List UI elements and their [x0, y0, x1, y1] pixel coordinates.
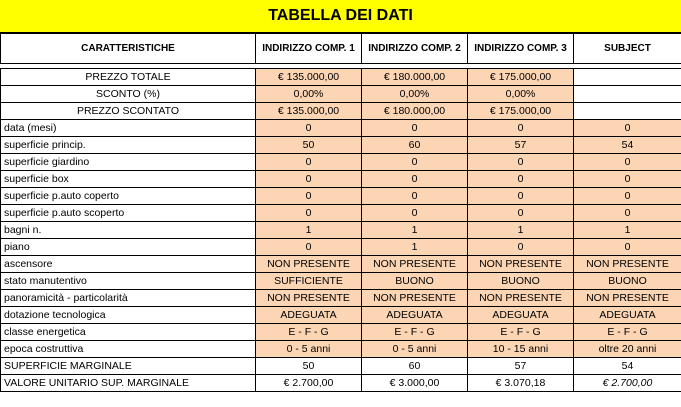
- header-cell: INDIRIZZO COMP. 3: [468, 34, 574, 64]
- value-cell: BUONO: [468, 273, 574, 290]
- value-cell: ADEGUATA: [362, 307, 468, 324]
- value-cell: E - F - G: [256, 324, 362, 341]
- value-cell: E - F - G: [362, 324, 468, 341]
- value-cell: 57: [468, 137, 574, 154]
- value-cell: € 3.070,18: [468, 375, 574, 392]
- value-cell: 57: [468, 358, 574, 375]
- value-cell: 0: [468, 171, 574, 188]
- row-label: dotazione tecnologica: [1, 307, 256, 324]
- table-row: [1, 69, 681, 86]
- table-row: [1, 239, 681, 256]
- table-row: [1, 86, 681, 103]
- value-cell: 50: [256, 137, 362, 154]
- value-cell: ADEGUATA: [468, 307, 574, 324]
- row-label: epoca costruttiva: [1, 341, 256, 358]
- value-cell: 0: [362, 154, 468, 171]
- table-title: TABELLA DEI DATI: [0, 0, 681, 33]
- value-cell: 0: [468, 205, 574, 222]
- value-cell: 0: [362, 205, 468, 222]
- table-row: [1, 273, 681, 290]
- header-row: [1, 34, 681, 64]
- value-cell: 54: [574, 137, 681, 154]
- value-cell: € 180.000,00: [362, 69, 468, 86]
- value-cell: 0,00%: [256, 86, 362, 103]
- value-cell: € 135.000,00: [256, 69, 362, 86]
- value-cell: 1: [362, 239, 468, 256]
- value-cell: € 3.000,00: [362, 375, 468, 392]
- value-cell: 0: [362, 188, 468, 205]
- value-cell: 0: [468, 120, 574, 137]
- value-cell: 1: [256, 222, 362, 239]
- table-row: [1, 307, 681, 324]
- value-cell: oltre 20 anni: [574, 341, 681, 358]
- row-label: superficie giardino: [1, 154, 256, 171]
- row-label: panoramicità - particolarità: [1, 290, 256, 307]
- value-cell: 60: [362, 358, 468, 375]
- value-cell: 1: [362, 222, 468, 239]
- value-cell: NON PRESENTE: [256, 290, 362, 307]
- value-cell: NON PRESENTE: [362, 256, 468, 273]
- value-cell: SUFFICIENTE: [256, 273, 362, 290]
- data-table: [0, 33, 681, 392]
- value-cell: 0: [256, 120, 362, 137]
- header-cell: CARATTERISTICHE: [1, 34, 256, 64]
- value-cell: NON PRESENTE: [574, 290, 681, 307]
- value-cell: 0: [574, 154, 681, 171]
- value-cell: 0,00%: [362, 86, 468, 103]
- value-cell: 54: [574, 358, 681, 375]
- table-row: [1, 171, 681, 188]
- value-cell: [574, 69, 681, 86]
- value-cell: 0: [574, 205, 681, 222]
- value-cell: NON PRESENTE: [574, 256, 681, 273]
- row-label: ascensore: [1, 256, 256, 273]
- row-label: piano: [1, 239, 256, 256]
- table-row: [1, 290, 681, 307]
- value-cell: E - F - G: [468, 324, 574, 341]
- value-cell: NON PRESENTE: [362, 290, 468, 307]
- value-cell: 0: [574, 120, 681, 137]
- header-cell: SUBJECT: [574, 34, 681, 64]
- value-cell: [574, 86, 681, 103]
- table-row: [1, 256, 681, 273]
- value-cell: € 2.700,00: [574, 375, 681, 392]
- value-cell: NON PRESENTE: [468, 256, 574, 273]
- value-cell: [574, 103, 681, 120]
- row-label: bagni n.: [1, 222, 256, 239]
- value-cell: 0: [256, 171, 362, 188]
- value-cell: 0: [256, 154, 362, 171]
- value-cell: 0 - 5 anni: [256, 341, 362, 358]
- row-label: PREZZO TOTALE: [1, 69, 256, 86]
- value-cell: 0: [468, 188, 574, 205]
- value-cell: 0 - 5 anni: [362, 341, 468, 358]
- row-label: PREZZO SCONTATO: [1, 103, 256, 120]
- table-row: [1, 358, 681, 375]
- table-row: [1, 222, 681, 239]
- value-cell: 10 - 15 anni: [468, 341, 574, 358]
- value-cell: BUONO: [574, 273, 681, 290]
- value-cell: NON PRESENTE: [468, 290, 574, 307]
- value-cell: 0: [468, 239, 574, 256]
- value-cell: € 135.000,00: [256, 103, 362, 120]
- value-cell: NON PRESENTE: [256, 256, 362, 273]
- value-cell: ADEGUATA: [574, 307, 681, 324]
- table-row: [1, 120, 681, 137]
- value-cell: 0: [574, 188, 681, 205]
- value-cell: 0: [574, 239, 681, 256]
- row-label: superficie p.auto coperto: [1, 188, 256, 205]
- value-cell: 1: [574, 222, 681, 239]
- table-row: [1, 188, 681, 205]
- value-cell: € 175.000,00: [468, 69, 574, 86]
- value-cell: € 180.000,00: [362, 103, 468, 120]
- header-cell: INDIRIZZO COMP. 1: [256, 34, 362, 64]
- row-label: classe energetica: [1, 324, 256, 341]
- table-row: [1, 205, 681, 222]
- table-row: [1, 324, 681, 341]
- value-cell: 0: [256, 205, 362, 222]
- value-cell: 60: [362, 137, 468, 154]
- value-cell: 0: [468, 154, 574, 171]
- value-cell: € 175.000,00: [468, 103, 574, 120]
- row-label: data (mesi): [1, 120, 256, 137]
- value-cell: 0: [362, 171, 468, 188]
- value-cell: 50: [256, 358, 362, 375]
- header-cell: INDIRIZZO COMP. 2: [362, 34, 468, 64]
- value-cell: 0: [362, 120, 468, 137]
- value-cell: 1: [468, 222, 574, 239]
- row-label: SUPERFICIE MARGINALE: [1, 358, 256, 375]
- table-row: [1, 137, 681, 154]
- value-cell: 0: [256, 239, 362, 256]
- table-row: [1, 103, 681, 120]
- row-label: superficie box: [1, 171, 256, 188]
- value-cell: ADEGUATA: [256, 307, 362, 324]
- row-label: SCONTO (%): [1, 86, 256, 103]
- row-label: VALORE UNITARIO SUP. MARGINALE: [1, 375, 256, 392]
- value-cell: BUONO: [362, 273, 468, 290]
- value-cell: E - F - G: [574, 324, 681, 341]
- table-row: [1, 154, 681, 171]
- row-label: superficie p.auto scoperto: [1, 205, 256, 222]
- value-cell: 0: [574, 171, 681, 188]
- row-label: superficie princip.: [1, 137, 256, 154]
- row-label: stato manutentivo: [1, 273, 256, 290]
- value-cell: € 2.700,00: [256, 375, 362, 392]
- table-row: [1, 341, 681, 358]
- value-cell: 0,00%: [468, 86, 574, 103]
- value-cell: 0: [256, 188, 362, 205]
- table-row: [1, 375, 681, 392]
